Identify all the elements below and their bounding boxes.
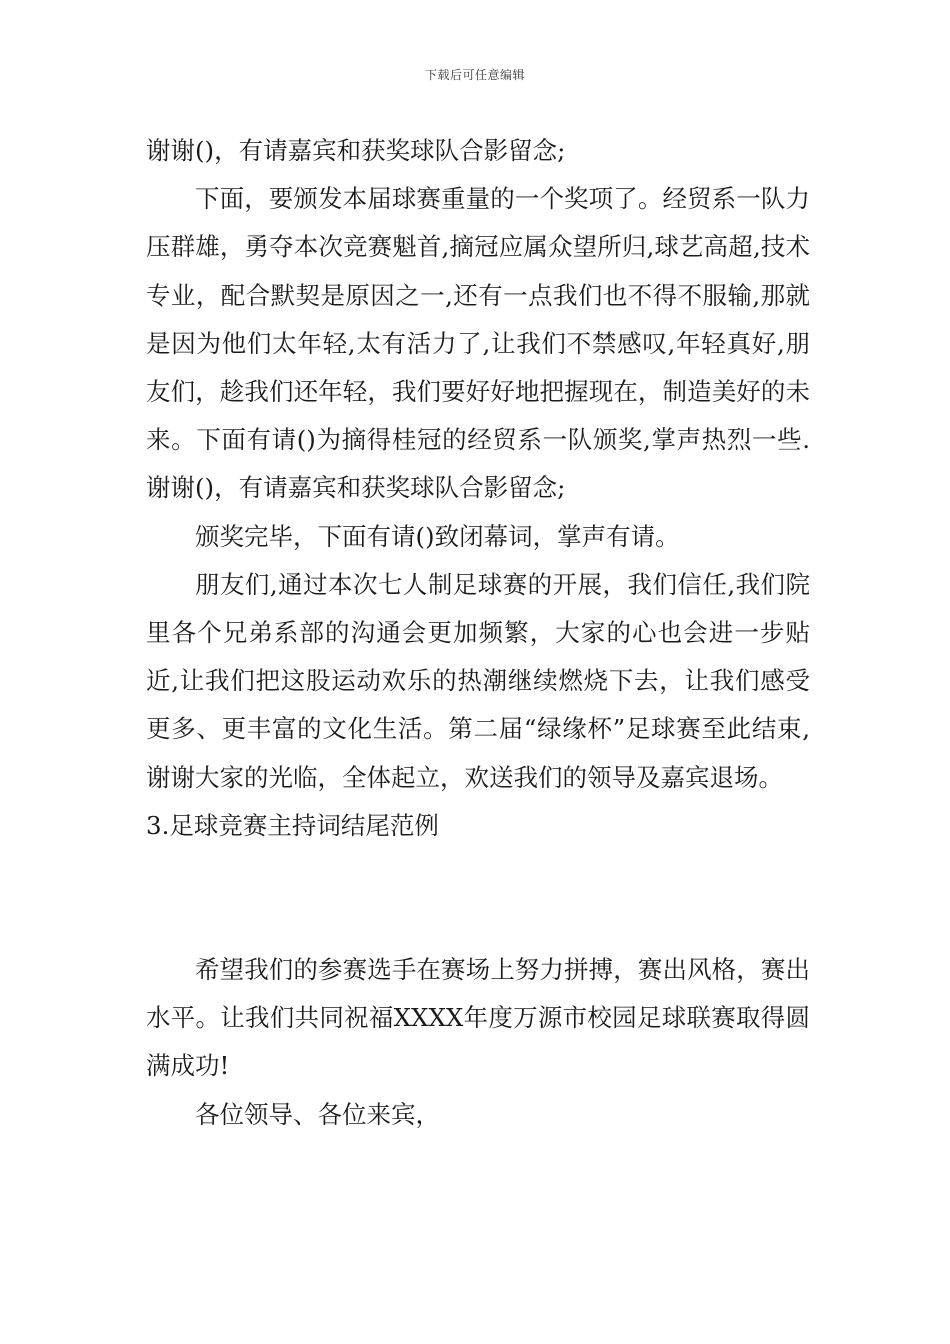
paragraph-5: 希望我们的参赛选手在赛场上努力拼搏，赛出风格，赛出水平。让我们共同祝福XXXX年度万源市校园足球联赛取得圆满成功! bbox=[146, 955, 810, 1081]
document-body bbox=[146, 127, 810, 1139]
page-header: 下载后可任意编辑 bbox=[424, 68, 525, 82]
section-heading: 3.足球竞赛主持词结尾范例 bbox=[146, 810, 439, 840]
paragraph-4: 朋友们,通过本次七人制足球赛的开展，我们信任,我们院里各个兄弟系部的沟通会更加频繁，大家的心也会进一步贴近,让我们把这股运动欢乐的热潮继续燃烧下去，让我们感受更多、更丰富的文化生活。第二届“绿缘杯”足球赛至此结束,谢谢大家的光临，全体起立，欢送我们的领导及嘉宾退场。 bbox=[146, 569, 810, 792]
paragraph-3: 颁奖完毕，下面有请()致闭幕词，掌声有请。 bbox=[195, 521, 680, 551]
paragraph-2: 下面，要颁发本届球赛重量的一个奖项了。经贸系一队力压群雄，勇夺本次竞赛魁首,摘冠应属众望所归,球艺高超,技术专业，配合默契是原因之一,还有一点我们也不得不服输,那就是因为他们太年轻,太有活力了,让我们不禁感叹,年轻真好,朋友们，趁我们还年轻，我们要好好地把握现在，制造美好的未来。下面有请()为摘得桂冠的经贸系一队颁奖,掌声热烈一些.谢谢()，有请嘉宾和获奖球队合影留念; bbox=[146, 184, 810, 503]
paragraph-1: 谢谢()，有请嘉宾和获奖球队合影留念; bbox=[146, 136, 566, 165]
paragraph-6: 各位领导、各位来宾， bbox=[195, 1099, 440, 1129]
